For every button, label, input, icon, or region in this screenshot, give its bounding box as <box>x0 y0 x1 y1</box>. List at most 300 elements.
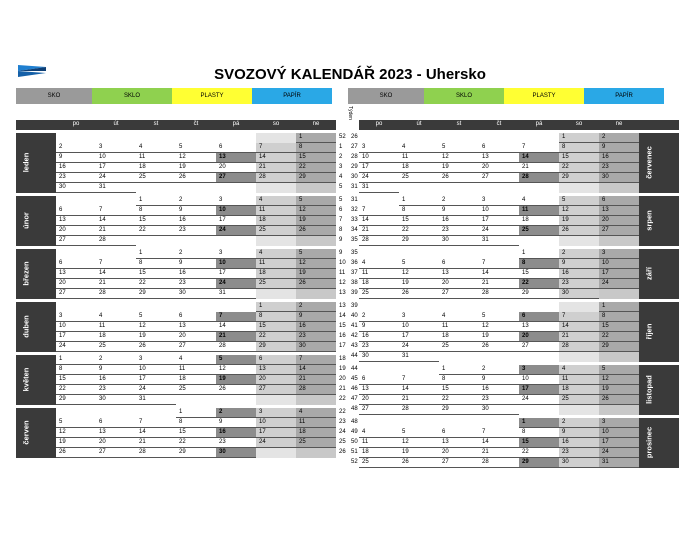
day-cell: 17 <box>56 332 96 342</box>
day-cell: 19 <box>399 448 439 458</box>
day-header-čt: čt <box>176 120 216 130</box>
day-cell: 16 <box>216 428 256 438</box>
day-header-pá: pá <box>519 120 559 130</box>
day-cell: 15 <box>256 322 296 332</box>
day-cell: 11 <box>439 322 479 332</box>
day-cell: 20 <box>176 332 216 342</box>
day-cell: 13 <box>176 322 216 332</box>
empty-day-cell <box>479 133 519 143</box>
day-cell: 18 <box>439 332 479 342</box>
day-cell: 16 <box>176 269 216 279</box>
day-cell: 24 <box>96 173 136 183</box>
day-cell: 2 <box>439 196 479 206</box>
day-cell: 6 <box>519 312 559 322</box>
day-cell: 19 <box>56 438 96 448</box>
day-cell: 5 <box>439 143 479 153</box>
day-cell: 5 <box>479 312 519 322</box>
calendar-right-half <box>348 120 679 468</box>
day-cell: 4 <box>559 365 599 375</box>
day-cell: 11 <box>559 375 599 385</box>
day-cell: 9 <box>359 322 399 332</box>
week-row <box>348 196 679 206</box>
month-label-říjen <box>639 302 679 362</box>
day-cell: 31 <box>216 289 256 299</box>
month-label-červen <box>16 408 56 458</box>
week-row <box>16 395 347 405</box>
day-cell: 26 <box>599 395 639 405</box>
week-row <box>348 133 679 143</box>
empty-day-cell <box>519 183 559 193</box>
empty-day-cell <box>216 395 256 405</box>
day-cell: 16 <box>479 385 519 395</box>
calendar-table-right <box>348 120 679 468</box>
day-header-ne: ne <box>599 120 639 130</box>
week-row <box>348 143 679 153</box>
day-cell: 14 <box>296 365 336 375</box>
day-cell: 18 <box>96 332 136 342</box>
day-cell: 5 <box>176 143 216 153</box>
calendar-left-half <box>16 120 347 458</box>
week-row <box>348 375 679 385</box>
day-cell: 21 <box>399 395 439 405</box>
empty-day-cell <box>399 302 439 312</box>
empty-day-cell <box>96 133 136 143</box>
day-cell: 19 <box>559 216 599 226</box>
week-number: 3 <box>339 164 343 171</box>
day-cell: 12 <box>216 365 256 375</box>
week-number: 18 <box>339 356 346 363</box>
day-cell: 10 <box>599 259 639 269</box>
week-row <box>348 332 679 342</box>
day-cell: 4 <box>359 259 399 269</box>
empty-day-cell <box>296 448 336 458</box>
day-cell: 19 <box>136 332 176 342</box>
week-row <box>16 322 347 332</box>
day-cell: 13 <box>479 153 519 163</box>
day-cell: 23 <box>439 226 479 236</box>
day-cell: 18 <box>399 163 439 173</box>
empty-day-cell <box>359 196 399 206</box>
empty-day-cell <box>399 133 439 143</box>
empty-day-cell <box>136 408 176 418</box>
day-cell: 8 <box>56 365 96 375</box>
week-number: 21 <box>339 386 346 393</box>
day-cell: 26 <box>56 448 96 458</box>
day-cell: 11 <box>96 322 136 332</box>
week-row <box>16 236 347 246</box>
week-number: 1 <box>339 144 343 151</box>
day-cell: 23 <box>176 226 216 236</box>
day-cell: 20 <box>359 395 399 405</box>
day-cell: 18 <box>136 163 176 173</box>
day-cell: 13 <box>96 428 136 438</box>
day-cell: 10 <box>96 153 136 163</box>
empty-day-cell <box>399 183 439 193</box>
day-cell: 3 <box>599 418 639 428</box>
day-cell: 8 <box>136 206 176 216</box>
day-cell: 23 <box>56 173 96 183</box>
day-cell: 29 <box>296 173 336 183</box>
day-header-st: st <box>439 120 479 130</box>
week-number: 23 <box>339 419 346 426</box>
day-cell: 4 <box>256 249 296 259</box>
day-cell: 9 <box>599 143 639 153</box>
day-cell: 30 <box>559 458 599 468</box>
week-row <box>348 302 679 312</box>
day-cell: 12 <box>296 259 336 269</box>
week-number: 4 <box>339 174 343 181</box>
day-cell: 21 <box>96 226 136 236</box>
empty-day-cell <box>256 289 296 299</box>
week-row <box>16 163 347 173</box>
week-row <box>348 249 679 259</box>
day-cell: 16 <box>599 153 639 163</box>
day-cell: 26 <box>559 226 599 236</box>
day-cell: 22 <box>519 279 559 289</box>
day-header-so: so <box>256 120 296 130</box>
day-cell: 12 <box>399 438 439 448</box>
month-label-srpen <box>639 196 679 246</box>
day-cell: 23 <box>176 279 216 289</box>
day-cell: 27 <box>96 448 136 458</box>
week-row <box>16 249 347 259</box>
empty-day-cell <box>256 183 296 193</box>
day-cell: 31 <box>136 395 176 405</box>
empty-day-cell <box>96 196 136 206</box>
day-cell: 30 <box>559 289 599 299</box>
empty-day-cell <box>399 418 439 428</box>
week-number: 52 <box>339 134 346 141</box>
day-cell: 31 <box>599 458 639 468</box>
day-cell: 26 <box>296 279 336 289</box>
empty-day-cell <box>439 249 479 259</box>
day-cell: 19 <box>176 163 216 173</box>
month-name: březen <box>21 261 31 286</box>
week-row <box>348 342 679 352</box>
day-cell: 14 <box>479 269 519 279</box>
day-cell: 9 <box>559 428 599 438</box>
week-row <box>348 163 679 173</box>
day-cell: 30 <box>296 342 336 352</box>
day-cell: 3 <box>399 312 439 322</box>
day-cell: 28 <box>296 385 336 395</box>
empty-day-cell <box>479 183 519 193</box>
day-cell: 10 <box>399 322 439 332</box>
day-cell: 14 <box>559 322 599 332</box>
day-cell: 21 <box>96 279 136 289</box>
day-cell: 22 <box>176 438 216 448</box>
day-cell: 2 <box>216 408 256 418</box>
week-row <box>16 355 347 365</box>
empty-day-cell <box>176 395 216 405</box>
day-cell: 18 <box>256 216 296 226</box>
empty-day-cell <box>136 183 176 193</box>
day-cell: 5 <box>399 259 439 269</box>
day-cell: 20 <box>519 332 559 342</box>
empty-day-cell <box>559 236 599 246</box>
day-cell: 18 <box>296 428 336 438</box>
day-cell: 28 <box>479 289 519 299</box>
day-cell: 11 <box>176 365 216 375</box>
day-cell: 16 <box>96 375 136 385</box>
day-cell: 13 <box>216 153 256 163</box>
day-cell: 14 <box>216 322 256 332</box>
week-number: 7 <box>339 217 343 224</box>
month-label-březen <box>16 249 56 299</box>
empty-day-cell <box>599 236 639 246</box>
week-number: 50 <box>351 439 358 446</box>
week-row <box>16 418 347 428</box>
day-cell: 6 <box>439 259 479 269</box>
empty-day-cell <box>599 183 639 193</box>
day-cell: 24 <box>399 342 439 352</box>
day-cell: 3 <box>359 143 399 153</box>
day-cell: 22 <box>519 448 559 458</box>
day-cell: 7 <box>296 355 336 365</box>
day-cell: 6 <box>96 418 136 428</box>
day-cell: 5 <box>136 312 176 322</box>
day-cell: 8 <box>176 418 216 428</box>
day-header-row <box>348 120 679 130</box>
week-number: 51 <box>351 449 358 456</box>
day-cell: 13 <box>519 322 559 332</box>
day-cell: 11 <box>519 206 559 216</box>
day-cell: 19 <box>296 269 336 279</box>
week-row <box>16 183 347 193</box>
day-cell: 9 <box>559 259 599 269</box>
day-cell: 15 <box>559 153 599 163</box>
day-cell: 1 <box>519 418 559 428</box>
week-row <box>348 226 679 236</box>
day-cell: 23 <box>479 395 519 405</box>
week-number: 42 <box>351 333 358 340</box>
day-cell: 29 <box>136 289 176 299</box>
day-cell: 6 <box>56 206 96 216</box>
day-cell: 4 <box>399 143 439 153</box>
week-number: 12 <box>339 280 346 287</box>
category-plasty-left: PLASTY <box>172 88 252 104</box>
day-cell: 10 <box>599 428 639 438</box>
week-row <box>16 332 347 342</box>
day-cell: 6 <box>56 259 96 269</box>
month-name: červen <box>21 420 31 445</box>
day-header-pá: pá <box>216 120 256 130</box>
day-cell: 4 <box>176 355 216 365</box>
week-number: 39 <box>351 303 358 310</box>
day-cell: 12 <box>559 206 599 216</box>
day-cell: 22 <box>136 226 176 236</box>
empty-day-cell <box>359 418 399 428</box>
day-cell: 28 <box>359 236 399 246</box>
day-cell: 16 <box>559 269 599 279</box>
day-cell: 12 <box>176 153 216 163</box>
day-cell: 8 <box>559 143 599 153</box>
day-cell: 10 <box>56 322 96 332</box>
day-header-st: st <box>136 120 176 130</box>
day-cell: 17 <box>359 163 399 173</box>
empty-day-cell <box>216 133 256 143</box>
day-cell: 12 <box>599 375 639 385</box>
day-cell: 7 <box>559 312 599 322</box>
empty-day-cell <box>176 236 216 246</box>
day-cell: 2 <box>599 133 639 143</box>
day-cell: 17 <box>599 269 639 279</box>
day-cell: 8 <box>519 259 559 269</box>
day-cell: 4 <box>519 196 559 206</box>
day-cell: 17 <box>136 375 176 385</box>
day-cell: 9 <box>439 206 479 216</box>
empty-day-cell <box>559 405 599 415</box>
day-cell: 16 <box>559 438 599 448</box>
day-cell: 3 <box>519 365 559 375</box>
day-cell: 3 <box>56 312 96 322</box>
day-cell: 12 <box>439 153 479 163</box>
month-name: prosinec <box>644 427 654 459</box>
week-row <box>348 458 679 468</box>
day-cell: 26 <box>479 342 519 352</box>
week-row <box>16 365 347 375</box>
month-label-září <box>639 249 679 299</box>
empty-day-cell <box>176 133 216 143</box>
day-cell: 20 <box>439 448 479 458</box>
week-row <box>348 428 679 438</box>
day-cell: 23 <box>216 438 256 448</box>
empty-day-cell <box>599 352 639 362</box>
day-cell: 4 <box>296 408 336 418</box>
day-cell: 21 <box>479 279 519 289</box>
empty-day-cell <box>439 352 479 362</box>
day-cell: 17 <box>479 216 519 226</box>
day-cell: 29 <box>559 173 599 183</box>
day-cell: 1 <box>296 133 336 143</box>
day-cell: 4 <box>439 312 479 322</box>
week-number: 25 <box>339 439 346 446</box>
empty-day-cell <box>479 418 519 428</box>
week-row <box>348 183 679 193</box>
day-cell: 9 <box>176 206 216 216</box>
week-number: 19 <box>339 366 346 373</box>
empty-day-cell <box>479 302 519 312</box>
week-number: 33 <box>351 217 358 224</box>
day-cell: 25 <box>256 226 296 236</box>
day-cell: 25 <box>256 279 296 289</box>
day-cell: 31 <box>359 183 399 193</box>
week-column-label: Týden <box>346 106 353 120</box>
week-number: 41 <box>351 323 358 330</box>
day-cell: 17 <box>216 216 256 226</box>
week-row <box>16 289 347 299</box>
day-cell: 16 <box>296 322 336 332</box>
day-cell: 30 <box>176 289 216 299</box>
day-cell: 13 <box>256 365 296 375</box>
day-cell: 24 <box>599 279 639 289</box>
day-cell: 3 <box>256 408 296 418</box>
day-cell: 2 <box>559 418 599 428</box>
day-cell: 29 <box>599 342 639 352</box>
day-cell: 1 <box>599 302 639 312</box>
day-header-po: po <box>56 120 96 130</box>
day-cell: 19 <box>399 279 439 289</box>
day-cell: 16 <box>439 216 479 226</box>
day-cell: 2 <box>359 312 399 322</box>
day-cell: 24 <box>216 226 256 236</box>
empty-day-cell <box>256 448 296 458</box>
day-cell: 23 <box>599 163 639 173</box>
day-cell: 1 <box>176 408 216 418</box>
week-number: 35 <box>351 250 358 257</box>
day-cell: 3 <box>136 355 176 365</box>
empty-day-cell <box>519 133 559 143</box>
day-cell: 25 <box>296 438 336 448</box>
day-cell: 2 <box>96 355 136 365</box>
week-row <box>16 385 347 395</box>
empty-day-cell <box>216 302 256 312</box>
week-row <box>348 395 679 405</box>
day-cell: 15 <box>136 216 176 226</box>
category-sko-left: SKO <box>16 88 92 104</box>
day-cell: 10 <box>479 206 519 216</box>
week-row <box>348 322 679 332</box>
day-cell: 25 <box>96 342 136 352</box>
day-cell: 11 <box>399 153 439 163</box>
day-cell: 9 <box>296 312 336 322</box>
day-cell: 20 <box>56 279 96 289</box>
day-cell: 3 <box>216 249 256 259</box>
week-number: 9 <box>339 250 343 257</box>
week-number: 48 <box>351 406 358 413</box>
week-row <box>16 312 347 322</box>
week-row <box>348 279 679 289</box>
day-cell: 2 <box>176 196 216 206</box>
day-cell: 21 <box>216 332 256 342</box>
day-cell: 20 <box>96 438 136 448</box>
day-cell: 10 <box>216 206 256 216</box>
empty-day-cell <box>296 236 336 246</box>
day-cell: 30 <box>599 173 639 183</box>
month-label-duben <box>16 302 56 352</box>
day-cell: 1 <box>559 133 599 143</box>
day-cell: 18 <box>176 375 216 385</box>
week-row <box>16 143 347 153</box>
week-number: 49 <box>351 429 358 436</box>
day-cell: 18 <box>359 279 399 289</box>
day-cell: 25 <box>399 173 439 183</box>
day-cell: 15 <box>56 375 96 385</box>
month-name: listopad <box>644 375 654 405</box>
day-cell: 12 <box>296 206 336 216</box>
day-cell: 19 <box>216 375 256 385</box>
day-cell: 7 <box>479 428 519 438</box>
day-cell: 21 <box>296 375 336 385</box>
day-cell: 31 <box>96 183 136 193</box>
header-week-blank <box>348 120 359 130</box>
day-header-row <box>16 120 347 130</box>
week-number: 32 <box>351 207 358 214</box>
day-cell: 20 <box>56 226 96 236</box>
month-name: leden <box>21 153 31 173</box>
week-row <box>16 133 347 143</box>
empty-day-cell <box>136 302 176 312</box>
day-cell: 11 <box>359 269 399 279</box>
day-cell: 5 <box>56 418 96 428</box>
empty-day-cell <box>519 302 559 312</box>
day-cell: 6 <box>216 143 256 153</box>
header-week-blank <box>336 120 347 130</box>
empty-day-cell <box>176 183 216 193</box>
day-cell: 26 <box>439 173 479 183</box>
day-cell: 21 <box>256 163 296 173</box>
month-label-prosinec <box>639 418 679 468</box>
